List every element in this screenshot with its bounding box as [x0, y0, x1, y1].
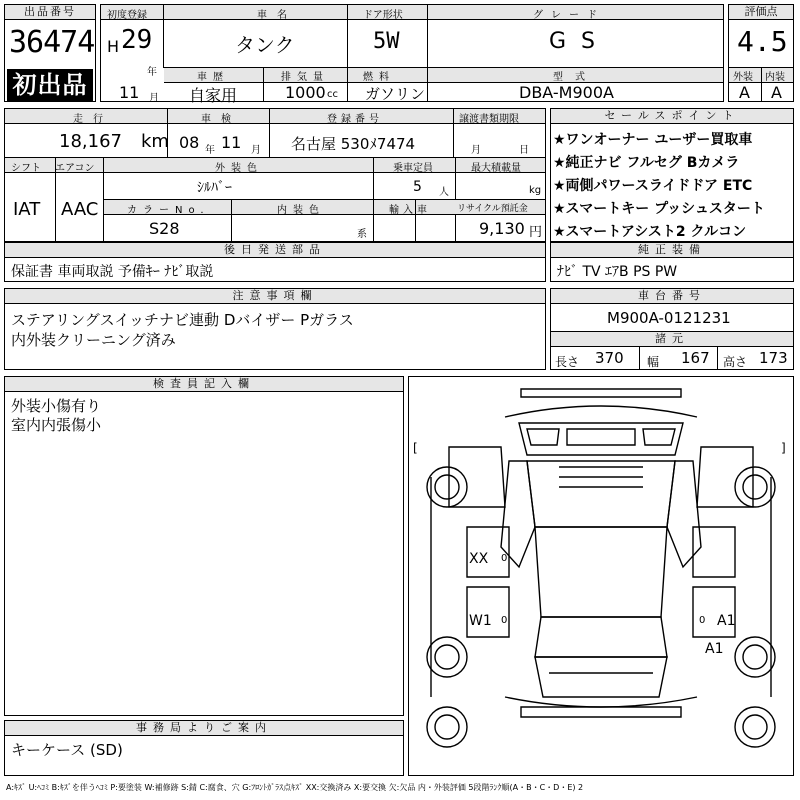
door-header: ドア形状 [363, 10, 403, 21]
inspection-month-unit: 月 [251, 145, 261, 156]
later-parts: 保証書 車両取説 予備ｷｰ ﾅﾋﾞ取説 [11, 264, 214, 280]
selling-point-1: ★ワンオーナー ユーザー買取車 [553, 132, 753, 148]
capacity-header: 乗車定員 [393, 163, 433, 174]
grade-header: グレード [533, 10, 605, 21]
displacement-unit: cc [327, 89, 338, 100]
car-diagram-box [408, 376, 794, 776]
top-grid [100, 4, 724, 105]
interior-score-header: 内装 [765, 72, 785, 83]
reg-year-unit: 年 [147, 67, 157, 78]
ac-header: エアコン [55, 163, 95, 174]
model-header: 型式 [553, 72, 597, 83]
inspector-box [4, 376, 404, 716]
damage-mark-a1-low: A1 [705, 641, 724, 657]
lot-number: 36474 [9, 25, 95, 60]
car-name-header: 車名 [257, 10, 297, 21]
damage-mark-xx-count: 0 [501, 553, 508, 564]
details-grid [4, 108, 546, 258]
damage-mark-w1-count: 0 [501, 615, 508, 626]
displacement: 1000 [285, 83, 326, 102]
damage-mark-a1-top: A1 [717, 613, 736, 629]
car-name: タンク [235, 33, 295, 57]
notes-box [4, 288, 546, 370]
grade: G S [549, 29, 600, 54]
lot-header: 出品番号 [5, 5, 95, 20]
max-load-header: 最大積載量 [471, 163, 521, 174]
damage-mark-xx: XX [469, 551, 489, 567]
recycle-unit: 円 [529, 225, 543, 240]
height-label: 高さ [723, 355, 748, 369]
interior-score: A [771, 83, 782, 102]
max-load-unit: kg [529, 185, 542, 196]
fuel-header: 燃料 [363, 72, 395, 83]
color-no-header: カラーNo. [127, 205, 210, 216]
selling-points-header: セールスポイント [551, 109, 793, 124]
selling-point-4: ★スマートキー プッシュスタート [553, 201, 765, 217]
interior-color-unit: 系 [357, 229, 367, 240]
damage-mark-w1: W1 [469, 613, 492, 629]
door-type: 5W [373, 29, 400, 54]
plate-number: 名古屋 530ﾒ7474 [291, 135, 416, 153]
color-no: S28 [149, 219, 180, 238]
plate-header: 登録番号 [327, 114, 383, 125]
inspection-month: 11 [221, 133, 242, 152]
score-value: 4.5 [737, 25, 788, 58]
displacement-header: 排気量 [281, 72, 329, 83]
inspection-year-unit: 年 [205, 145, 215, 156]
office-notice: キーケース (SD) [11, 741, 123, 759]
inspection-header: 車検 [201, 114, 241, 125]
car-diagram [409, 377, 793, 775]
selling-point-5: ★スマートアシスト2 クルコン [553, 224, 747, 240]
later-parts-box [4, 242, 546, 282]
chassis-number: M900A-0121231 [607, 309, 731, 327]
inspector-header: 検査員記入欄 [5, 377, 403, 392]
model: DBA-M900A [519, 83, 614, 102]
shift-header: シフト [11, 163, 41, 174]
transfer-month-unit: 月 [471, 145, 481, 156]
damage-mark-a1-top-count: 0 [699, 615, 706, 626]
recycle-fee: 9,130 [479, 219, 525, 238]
capacity-unit: 人 [439, 187, 449, 198]
equipment-header: 純正装備 [551, 243, 793, 258]
notes-header: 注意事項欄 [5, 289, 545, 304]
equipment-box [550, 242, 794, 282]
reg-month: 11 [119, 83, 140, 102]
width-label: 幅 [647, 355, 660, 369]
mileage-header: 走行 [73, 114, 113, 125]
mileage-unit: km [141, 131, 169, 152]
inspection-year: 08 [179, 133, 200, 152]
reg-month-unit: 月 [149, 93, 159, 104]
notes-line-1: ステアリングスイッチナビ連動 Dバイザー Pガラス [11, 311, 354, 329]
exterior-color: ｼﾙﾊﾞｰ [197, 180, 232, 196]
transfer-header: 譲渡書類期限 [459, 114, 519, 125]
score-box [728, 4, 794, 102]
width: 167 [681, 349, 710, 367]
exterior-score-header: 外装 [733, 72, 753, 83]
history-header: 車歴 [197, 72, 229, 83]
history: 自家用 [189, 86, 238, 105]
inspector-line-2: 室内内張傷小 [11, 416, 102, 434]
notes-line-2: 内外装クリーニング済み [11, 331, 176, 349]
chassis-box [550, 288, 794, 370]
reg-header: 初度登録 [107, 10, 147, 21]
capacity: 5 [413, 179, 422, 195]
later-parts-header: 後日発送部品 [5, 243, 545, 258]
shift: IAT [13, 199, 41, 220]
transfer-day-unit: 日 [519, 145, 529, 156]
score-header: 評価点 [729, 5, 793, 20]
legend: A:ｷｽﾞ U:ﾍｺﾐ B:ｷｽﾞを伴うﾍｺﾐ P:要塗装 W:補修跡 S:錆 C:腐食、穴 G:ﾌﾛﾝﾄｶﾞﾗｽ点ｷｽﾞ XX:交換済み X:要交換 欠:欠品 内・外装評価 5段階ﾗﾝｸ順(A・B・C・D・E) 2 [6, 783, 584, 792]
exterior-color-header: 外装色 [215, 163, 263, 174]
bracket-open-left: [ [413, 441, 418, 455]
reg-era: H [107, 37, 120, 56]
interior-color-header: 内装色 [277, 205, 325, 216]
office-box [4, 720, 404, 776]
chassis-header: 車台番号 [551, 289, 793, 304]
import-header: 輸入車 [389, 205, 431, 216]
dimensions-header: 諸元 [551, 332, 793, 347]
length: 370 [595, 349, 624, 367]
equipment: ﾅﾋﾞ TV ｴｱB PS PW [557, 264, 678, 280]
fuel: ガソリン [365, 85, 426, 103]
length-label: 長さ [555, 355, 580, 369]
exterior-score: A [739, 83, 750, 102]
recycle-header: リサイクル預託金 [457, 204, 528, 214]
selling-points-box [550, 108, 794, 242]
lot-box [4, 4, 96, 102]
mileage: 18,167 [59, 131, 122, 152]
inspector-line-1: 外装小傷有り [11, 397, 102, 415]
selling-point-3: ★両側パワースライドドア ETC [553, 178, 753, 194]
ac: AAC [61, 199, 99, 220]
bracket-close-right: ] [781, 441, 786, 455]
first-listing-badge: 初出品 [7, 69, 93, 101]
office-header: 事務局よりご案内 [5, 721, 403, 736]
height: 173 [759, 349, 788, 367]
selling-point-2: ★純正ナビ フルセグ Bカメラ [553, 155, 740, 171]
reg-year: 29 [121, 25, 153, 55]
